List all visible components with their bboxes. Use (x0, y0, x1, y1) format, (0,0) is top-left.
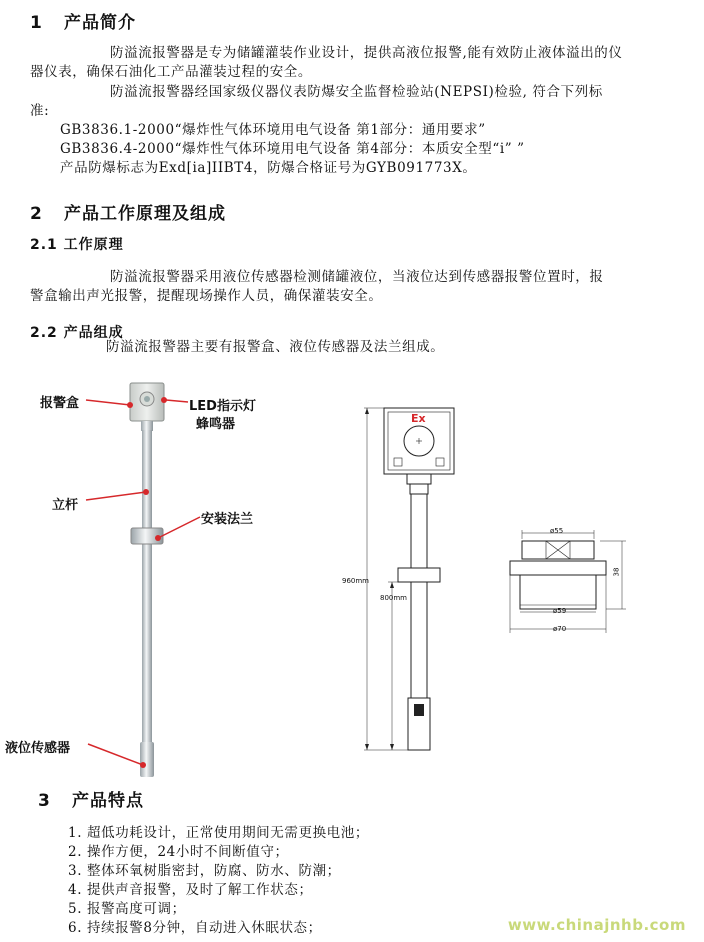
intro-para2-line1: 防溢流报警器经国家级仪器仪表防爆安全监督检验站(NEPSI)检验, 符合下列标 (110, 84, 603, 100)
label-flange: 安装法兰 (201, 512, 254, 527)
section-2-heading (30, 199, 226, 224)
product-illustration (0, 370, 300, 790)
technical-drawing-flange (500, 525, 640, 640)
section-1-title: 产品简介 (64, 13, 136, 33)
subsection-2-2-title: 2.2 产品组成 (30, 325, 124, 341)
dim-d55: ø55 (550, 527, 564, 535)
feature-item: 5. 报警高度可调； (68, 901, 186, 917)
composition-line1: 防溢流报警器主要有报警盒、液位传感器及法兰组成。 (106, 339, 445, 355)
feature-item: 2. 操作方便，24小时不间断值守； (68, 844, 289, 860)
label-alarm-box: 报警盒 (40, 396, 80, 411)
label-sensor: 液位传感器 (5, 741, 71, 756)
section-2-title: 产品工作原理及组成 (64, 204, 226, 224)
section-1-heading (30, 8, 136, 33)
standard-2: GB3836.4-2000“爆炸性气体环境用电气设备 第4部分：本质安全型“i” ” (60, 141, 525, 157)
section-2-number: 2 (30, 204, 43, 224)
label-buzzer: 蜂鸣器 (196, 417, 236, 432)
principle-line1: 防溢流报警器采用液位传感器检测储罐液位，当液位达到传感器报警位置时，报 (110, 269, 604, 285)
watermark: www.chinajnhb.com (507, 916, 686, 934)
ex-mark: Ex (411, 412, 426, 425)
feature-item: 1. 超低功耗设计，正常使用期间无需更换电池； (68, 825, 369, 841)
principle-line2: 警盒输出声光报警，提醒现场操作人员，确保灌装安全。 (30, 288, 383, 304)
explosion-proof-mark: 产品防爆标志为Exd[ia]IIBT4，防爆合格证号为GYB091773X。 (60, 160, 477, 176)
section-3-title: 产品特点 (72, 791, 144, 811)
section-1-number: 1 (30, 13, 43, 33)
intro-para2-line2: 准: (30, 103, 50, 119)
intro-para1-line1: 防溢流报警器是专为储罐灌装作业设计，提供高液位报警,能有效防止液体溢出的仪 (110, 45, 623, 61)
dim-960: 960mm (342, 577, 369, 585)
dim-800: 800mm (380, 594, 407, 602)
dim-d59: ø59 (553, 607, 567, 615)
rod-shape (142, 430, 152, 745)
subsection-2-1-title: 2.1 工作原理 (30, 237, 124, 253)
feature-item: 3. 整体环氧树脂密封，防腐、防水、防潮； (68, 863, 341, 879)
feature-item: 4. 提供声音报警，及时了解工作状态； (68, 882, 313, 898)
section-3-number: 3 (38, 791, 51, 811)
label-led: LED指示灯 (189, 399, 256, 414)
sensor-shape (140, 742, 154, 777)
intro-para1-line2: 器仪表，确保石油化工产品灌装过程的安全。 (30, 64, 312, 80)
feature-item: 6. 持续报警8分钟，自动进入休眠状态； (68, 920, 322, 936)
standard-1: GB3836.1-2000“爆炸性气体环境用电气设备 第1部分：通用要求” (60, 122, 486, 138)
label-rod: 立杆 (52, 498, 79, 513)
dim-d70: ø70 (553, 625, 567, 633)
section-3-heading (38, 786, 144, 811)
dim-38: 38 (612, 567, 621, 577)
